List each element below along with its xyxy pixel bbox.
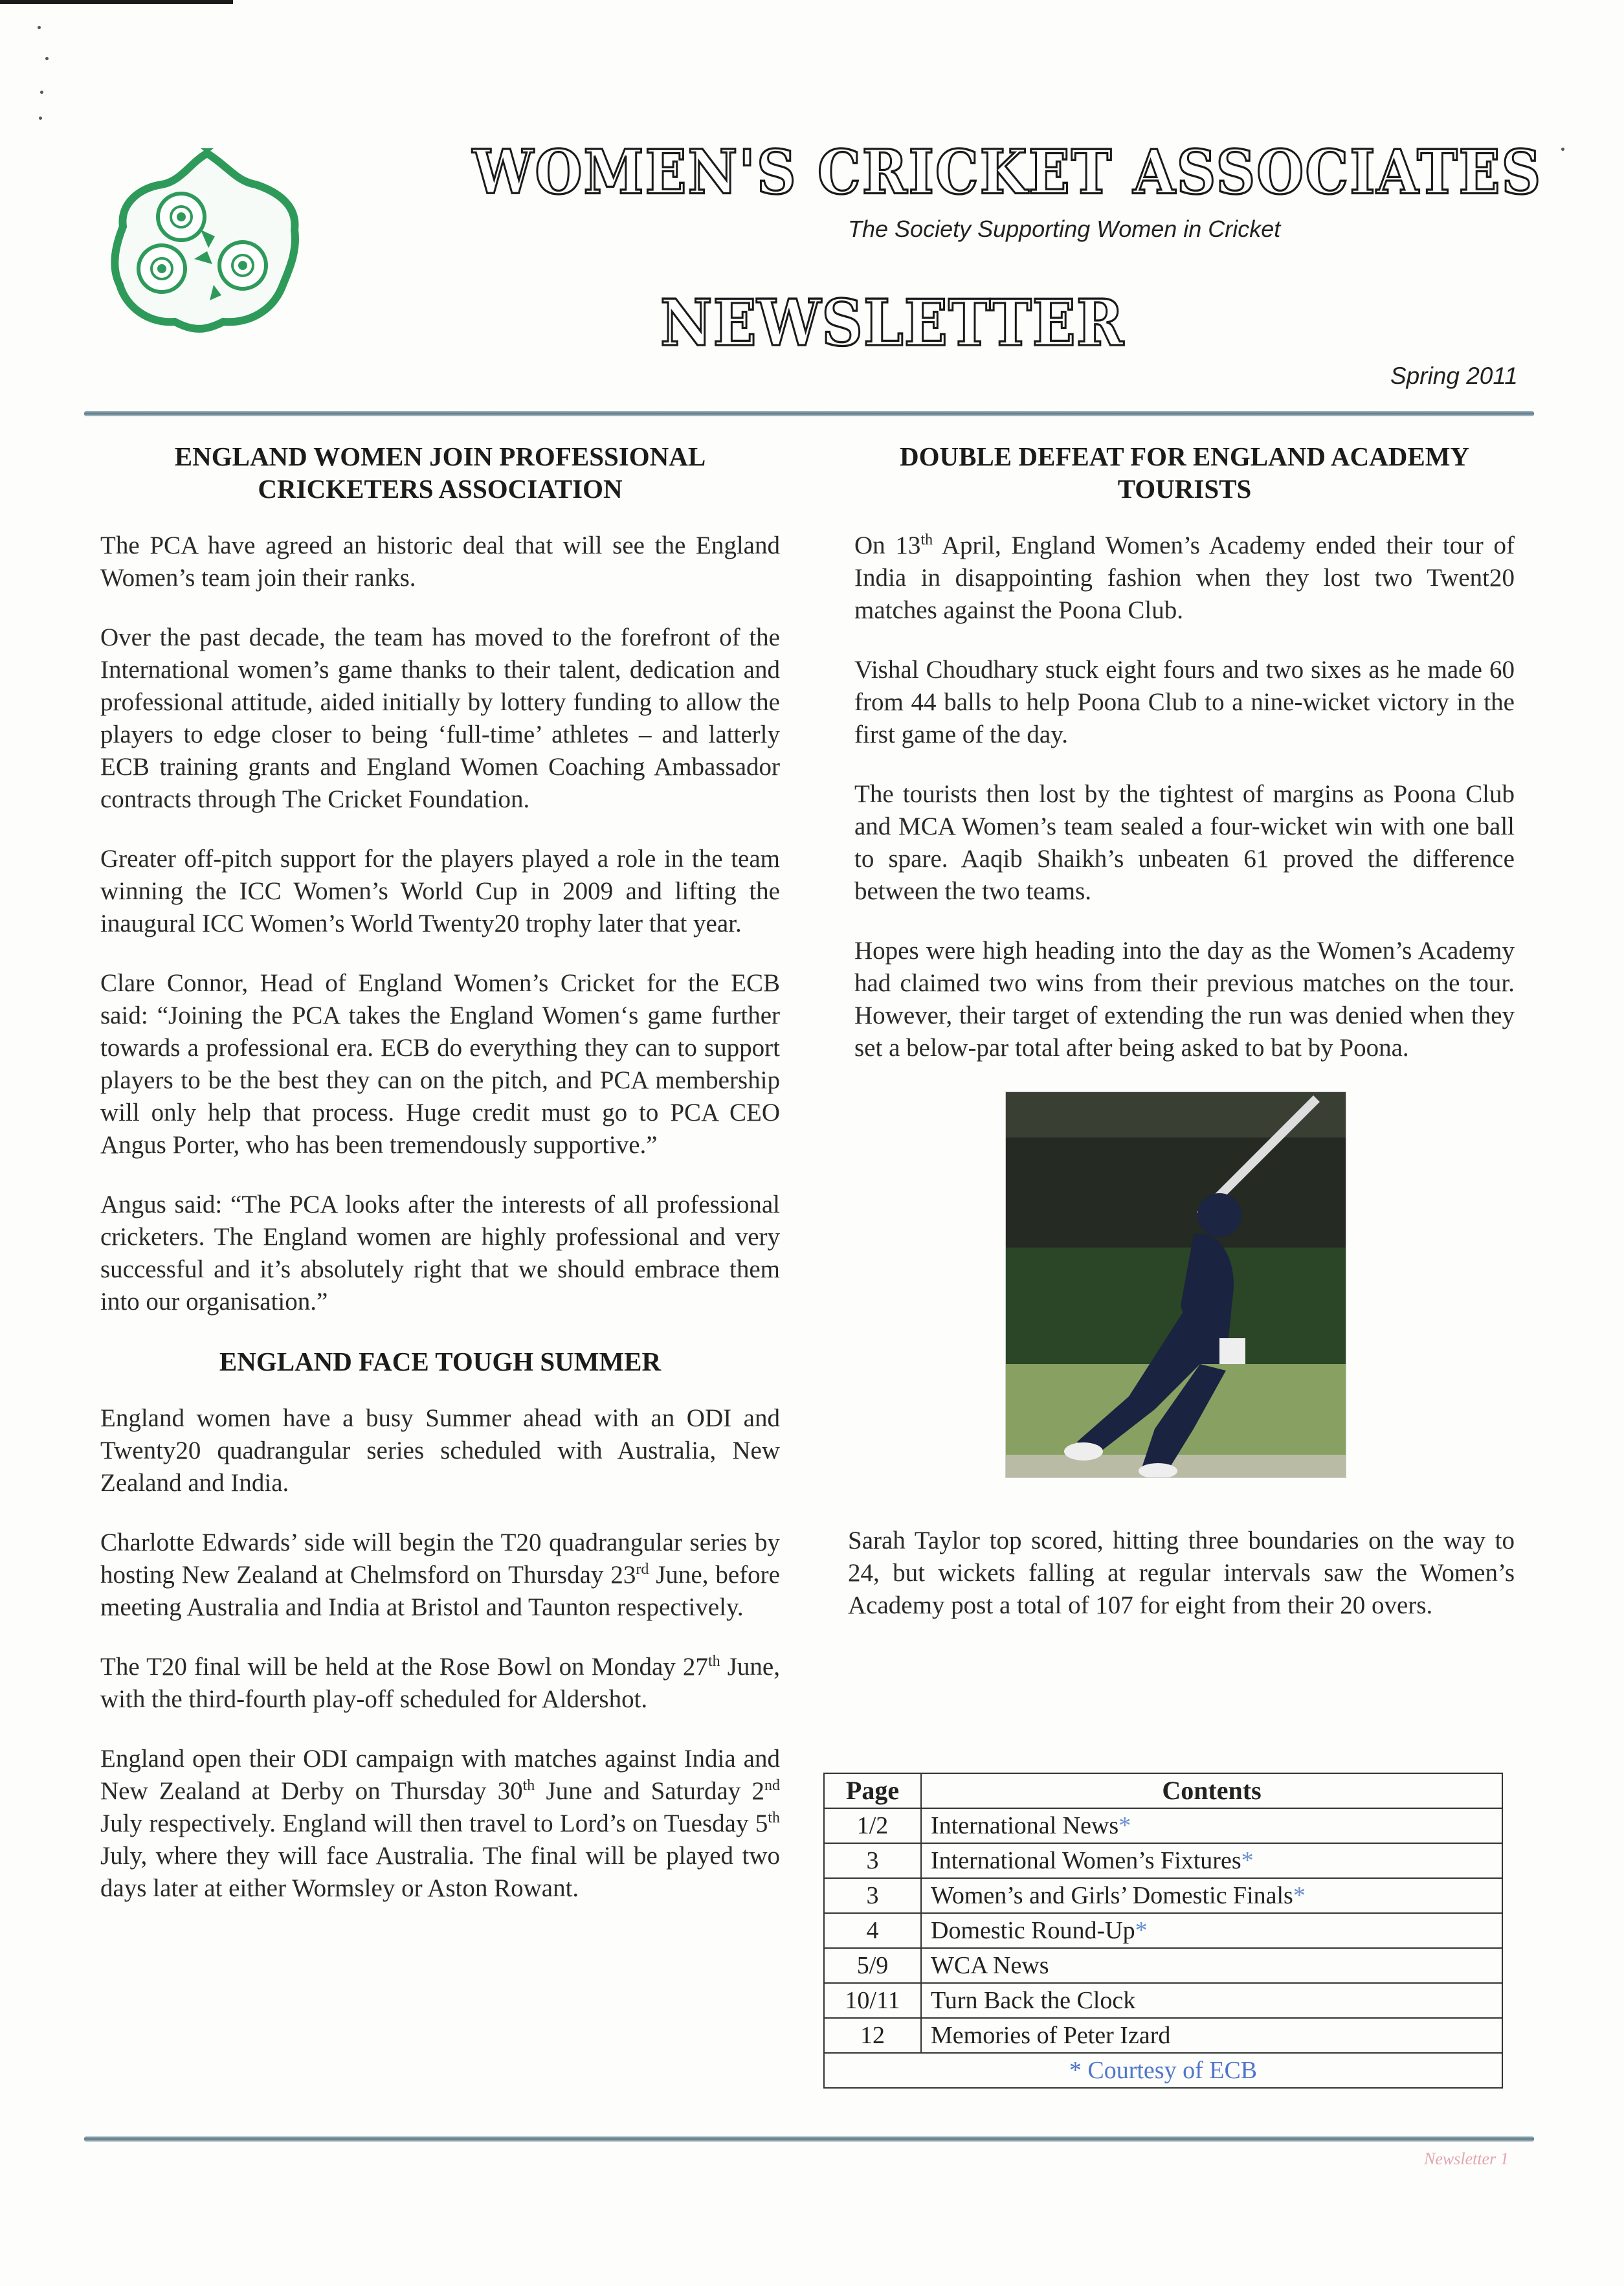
page-number: 10/11	[824, 1983, 921, 2018]
article-paragraph: Clare Connor, Head of England Women’s Cricket for the ECB said: “Joining the PCA takes the England Women‘s game further towards a professional era. ECB do everything they can to support players to be the best they can on the pitch, and PCA membership will only help that process. Huge credit must go to PCA CEO Angus Porter, who has been tremendously supportive.”	[100, 969, 780, 1160]
issue-date: Spring 2011	[1390, 363, 1518, 389]
contents-header-row	[824, 1773, 1502, 1808]
article-paragraph: Sarah Taylor top scored, hitting three boundaries on the way to 24, but wickets falling at regular intervals saw the Women’s Academy post a total of 107 for eight from their 20 overs.	[848, 1527, 1515, 1620]
article-heading-academy: DOUBLE DEFEAT FOR ENGLAND ACADEMY TOURISTS	[899, 442, 1470, 504]
contents-entry: International Women’s Fixtures*	[921, 1843, 1502, 1878]
contents-entry: Turn Back the Clock	[921, 1983, 1502, 2018]
contents-entry: Women’s and Girls’ Domestic Finals*	[921, 1878, 1502, 1913]
article-paragraph: The T20 final will be held at the Rose Bowl on Monday 27th June, with the third-fourth play-off scheduled for Aldershot.	[100, 1653, 780, 1714]
courtesy-footnote: * Courtesy of ECB	[824, 2053, 1502, 2088]
article-paragraph: Angus said: “The PCA looks after the interests of all professional cricketers. The England women are highly professional and very successful and it’s absolutely right that we should embrace them into our organisation.”	[100, 1191, 780, 1316]
article-heading-pca: ENGLAND WOMEN JOIN PROFESSIONAL CRICKETERS ASSOCIATION	[174, 442, 706, 504]
left-column	[100, 440, 780, 1932]
contents-entry: Domestic Round-Up*	[921, 1913, 1502, 1948]
scan-speck	[1561, 148, 1564, 151]
footnote-row	[824, 2053, 1502, 2088]
organisation-title: WOMEN'S CRICKET ASSOCIATES	[473, 136, 1542, 208]
article-paragraph: The tourists then lost by the tightest of margins as Poona Club and MCA Women’s team sealed a four-wicket win with one ball to spare. Aaqib Shaikh’s unbeaten 61 proved the difference between the two teams.	[854, 780, 1515, 906]
scan-speck	[45, 57, 49, 60]
page-number: 3	[824, 1843, 921, 1878]
contents-entry: WCA News	[921, 1948, 1502, 1983]
article-paragraph: Over the past decade, the team has moved to the forefront of the International women’s game thanks to their talent, dedication and professional attitude, aided initially by lottery funding to allow the players to edge closer to being ‘full-time’ athletes – and latterly ECB training grants and England Women Coaching Ambassador contracts through The Cricket Foundation.	[100, 623, 780, 814]
table-row	[824, 1878, 1502, 1913]
article-paragraph: Charlotte Edwards’ side will begin the T20 quadrangular series by hosting New Zealand at Chelmsford on Thursday 23rd June, before meeting Australia and India at Bristol and Taunton respectively.	[100, 1529, 780, 1622]
article-paragraph: The PCA have agreed an historic deal that will see the England Women’s team join their ranks.	[100, 532, 780, 592]
article-paragraph: On 13th April, England Women’s Academy ended their tour of India in disappointing fashion when they lost two Twent20 matches against the Poona Club.	[854, 532, 1515, 625]
page-number: 1/2	[824, 1808, 921, 1843]
tagline: The Society Supporting Women in Cricket	[848, 216, 1281, 242]
article-heading-summer: ENGLAND FACE TOUGH SUMMER	[219, 1347, 662, 1377]
scan-speck	[40, 91, 43, 94]
contents-column-header: Contents	[921, 1773, 1502, 1808]
page-number: 12	[824, 2018, 921, 2053]
table-row	[824, 1983, 1502, 2018]
scan-edge-mark	[0, 0, 233, 4]
footer-divider	[84, 2136, 1534, 2142]
table-row	[824, 2018, 1502, 2053]
scan-speck	[39, 117, 42, 120]
article-paragraph: England women have a busy Summer ahead with an ODI and Twenty20 quadrangular series scheduled with Australia, New Zealand and India.	[100, 1404, 780, 1497]
contents-entry: Memories of Peter Izard	[921, 2018, 1502, 2053]
article-paragraph: Greater off-pitch support for the players played a role in the team winning the ICC Women’s World Cup in 2009 and lifting the inaugural ICC Women’s World Twenty20 trophy later that year.	[100, 845, 780, 938]
article-paragraph: Vishal Choudhary stuck eight fours and two sixes as he made 60 from 44 balls to help Poona Club to a nine-wicket victory in the first game of the day.	[854, 656, 1515, 749]
page-number: 5/9	[824, 1948, 921, 1983]
table-row	[824, 1843, 1502, 1878]
masthead	[473, 136, 1542, 208]
table-row	[824, 1913, 1502, 1948]
page-number: 4	[824, 1913, 921, 1948]
contents-table	[823, 1773, 1503, 2089]
article-paragraph: England open their ODI campaign with matches against India and New Zealand at Derby on Thursday 30th June and Saturday 2nd July respectively. England will then travel to Lord’s on Tuesday 5th July, where they will face Australia. The final will be played two days later at either Wormsley or Aston Rowant.	[100, 1745, 780, 1903]
table-row	[824, 1948, 1502, 1983]
contents-entry: International News*	[921, 1808, 1502, 1843]
wca-rose-logo	[104, 146, 311, 333]
article-paragraph: Hopes were high heading into the day as the Women’s Academy had claimed two wins from their previous matches on the tour. However, their target of extending the run was denied when they set a below-par total after being asked to bat by Poona.	[854, 937, 1515, 1062]
table-row	[824, 1808, 1502, 1843]
header-divider	[84, 411, 1534, 416]
page-column-header: Page	[824, 1773, 921, 1808]
page-number: 3	[824, 1878, 921, 1913]
newsletter-title: NEWSLETTER	[660, 285, 1124, 361]
right-column	[848, 440, 1515, 1649]
batter-photo	[1005, 1092, 1346, 1478]
footer-page-tag: Newsletter 1	[1424, 2149, 1509, 2168]
scan-speck	[38, 26, 41, 29]
